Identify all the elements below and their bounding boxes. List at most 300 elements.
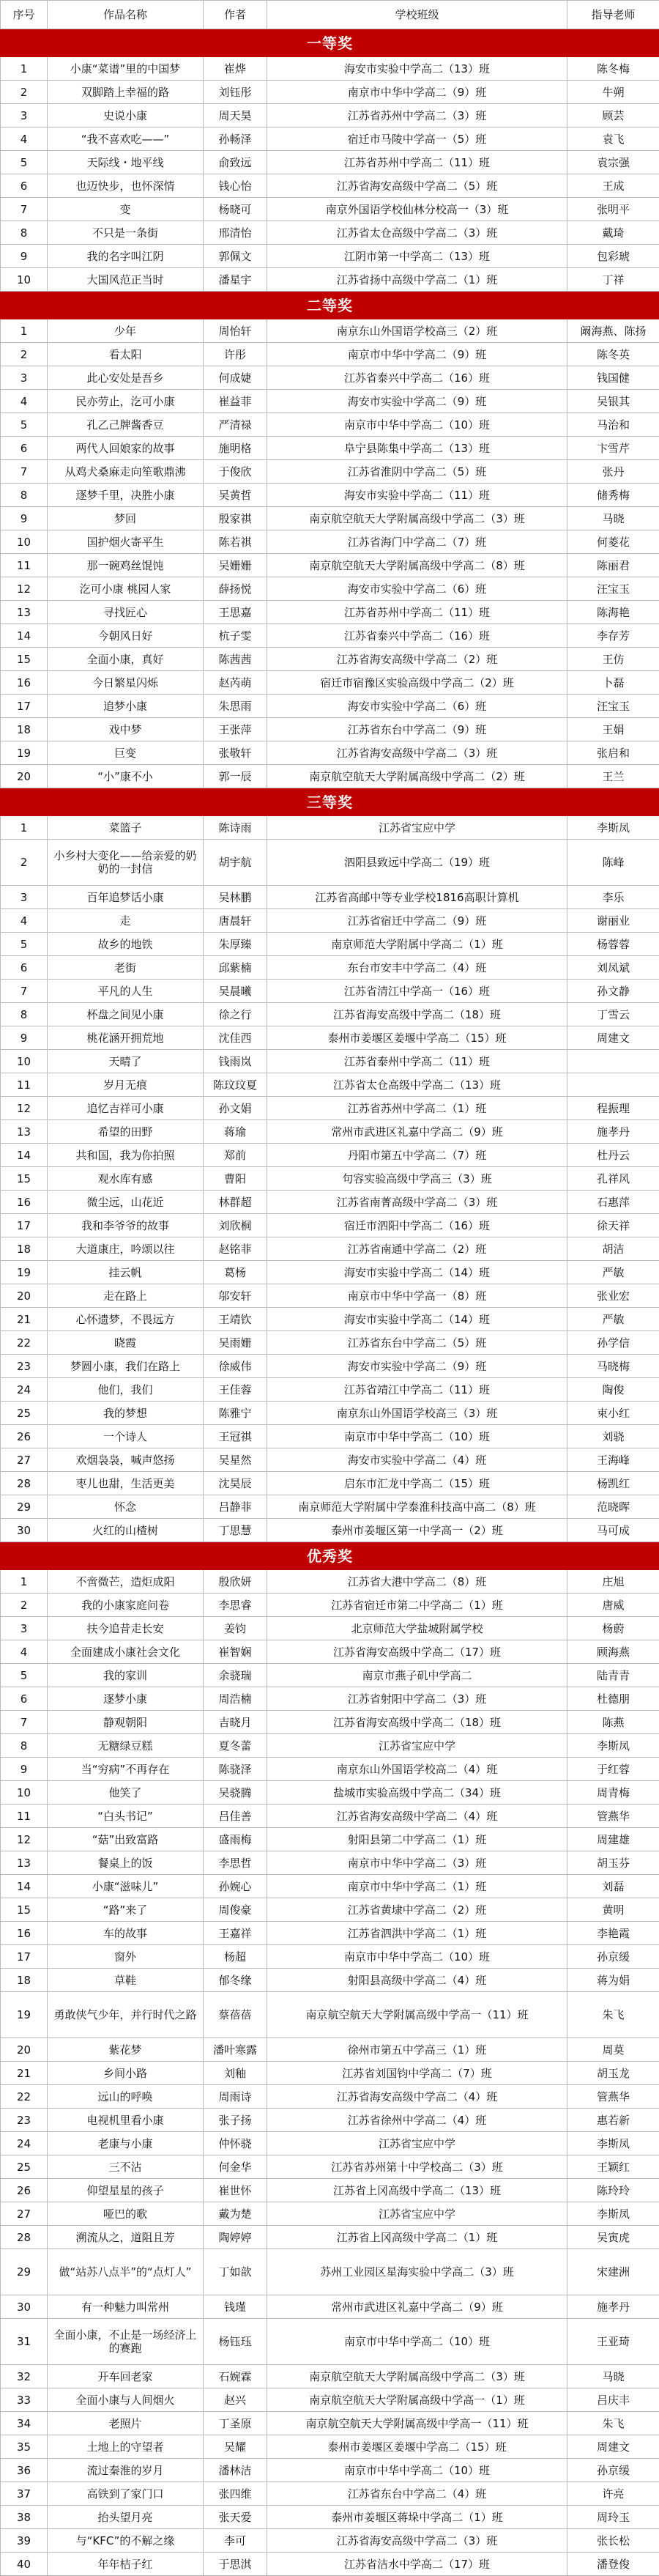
table-row (1, 2202, 659, 2226)
table-row (1, 1448, 659, 1472)
table-row (1, 741, 659, 765)
cell-title: 全面建成小康社会文化 (48, 1640, 204, 1664)
cell-teacher: 牛朔 (567, 81, 659, 104)
cell-title: 大国风范正当时 (48, 268, 204, 292)
cell-school: 泰州市姜堰区姜堰中学高二（15）班 (267, 1026, 567, 1050)
cell-title: 两代人回娘家的故事 (48, 437, 204, 460)
cell-no: 1 (1, 319, 48, 343)
cell-teacher: 杜德朋 (567, 1687, 659, 1711)
cell-teacher: 施孝丹 (567, 1120, 659, 1144)
cell-title: 不只是一条街 (48, 221, 204, 245)
cell-title: 流过秦淮的岁月 (48, 2459, 204, 2482)
cell-school: 江苏省刘国钧中学高二（7）班 (267, 2062, 567, 2085)
cell-teacher: 束小红 (567, 1402, 659, 1425)
table-row (1, 1898, 659, 1922)
cell-teacher: 杨蓉蓉 (567, 933, 659, 956)
cell-school: 阜宁县陈集中学高二（13）班 (267, 437, 567, 460)
cell-school: 江苏省宿迁中学高二（9）班 (267, 909, 567, 933)
cell-author: 胡宇航 (204, 840, 267, 886)
table-row (1, 2412, 659, 2435)
cell-title: 共和国，我为你拍照 (48, 1144, 204, 1167)
cell-author: 陈骁泽 (204, 1758, 267, 1781)
table-row (1, 1402, 659, 1425)
cell-school: 句容实验高级中学高三（3）班 (267, 1167, 567, 1191)
cell-author: 于俊欣 (204, 460, 267, 484)
cell-school: 江苏省靖江中学高二（11）班 (267, 1378, 567, 1402)
cell-school: 南京外国语学校仙林分校高一（3）班 (267, 198, 567, 221)
cell-author: 朱思雨 (204, 695, 267, 718)
cell-author: 王冠祺 (204, 1425, 267, 1448)
cell-author: 郭一辰 (204, 765, 267, 788)
cell-teacher: 周建雄 (567, 1828, 659, 1851)
cell-no: 22 (1, 1331, 48, 1355)
table-row (1, 1472, 659, 1495)
cell-title: 走 (48, 909, 204, 933)
cell-title: 我的梦想 (48, 1402, 204, 1425)
cell-teacher: 丁祥 (567, 268, 659, 292)
cell-school: 海安市实验中学高二（9）班 (267, 390, 567, 413)
table-row (1, 390, 659, 413)
table-row (1, 104, 659, 127)
cell-school: 江苏省海安高级中学高二（18）班 (267, 1003, 567, 1026)
cell-author: 石婉霖 (204, 2365, 267, 2388)
cell-title: 不啻微芒，造炬成阳 (48, 1570, 204, 1594)
cell-author: 吴星然 (204, 1448, 267, 1472)
cell-no: 1 (1, 57, 48, 81)
cell-no: 11 (1, 1073, 48, 1097)
table-row (1, 1191, 659, 1214)
cell-author: 吴骁腾 (204, 1781, 267, 1805)
cell-teacher: 李斯凤 (567, 1734, 659, 1758)
cell-no: 17 (1, 695, 48, 718)
cell-title: 远山的呼唤 (48, 2085, 204, 2109)
cell-school: 海安市实验中学高二（4）班 (267, 1448, 567, 1472)
cell-author: 曹阳 (204, 1167, 267, 1191)
cell-no: 5 (1, 151, 48, 174)
cell-school: 江苏省淮阴中学高二（5）班 (267, 460, 567, 484)
cell-no: 10 (1, 530, 48, 554)
table-row (1, 268, 659, 292)
table-row (1, 1214, 659, 1237)
cell-no: 20 (1, 765, 48, 788)
cell-no: 15 (1, 648, 48, 671)
cell-title: 餐桌上的饭 (48, 1851, 204, 1875)
cell-teacher: 卞雪芹 (567, 437, 659, 460)
cell-no: 9 (1, 1758, 48, 1781)
cell-school: 江苏省海安高级中学高二（4）班 (267, 2085, 567, 2109)
header-title: 作品名称 (48, 1, 204, 29)
cell-school: 南京市中华中学高二（10）班 (267, 413, 567, 437)
table-row (1, 1828, 659, 1851)
cell-author: 崔益菲 (204, 390, 267, 413)
cell-teacher: 刘凤斌 (567, 956, 659, 980)
cell-author: 崔智娴 (204, 1640, 267, 1664)
cell-school: 海安市实验中学高二（14）班 (267, 1308, 567, 1331)
header-author: 作者 (204, 1, 267, 29)
cell-title: 变 (48, 198, 204, 221)
cell-school: 江苏省苏州第十中学校高二（3）班 (267, 2155, 567, 2179)
cell-title: “白头书记” (48, 1805, 204, 1828)
cell-title: 孔乙己牌酱香豆 (48, 413, 204, 437)
cell-school: 江苏省苏州中学高二（1）班 (267, 1097, 567, 1120)
cell-title: 我的小康家庭问卷 (48, 1594, 204, 1617)
cell-teacher: 周建文 (567, 2435, 659, 2459)
cell-school: 江苏省海安高级中学高二（18）班 (267, 1711, 567, 1734)
cell-no: 4 (1, 909, 48, 933)
cell-author: 张子扬 (204, 2109, 267, 2132)
cell-author: 丁如歆 (204, 2249, 267, 2295)
cell-school: 江苏省南菁高级中学高二（3）班 (267, 1191, 567, 1214)
cell-teacher: 周莫 (567, 2038, 659, 2062)
cell-no: 23 (1, 1355, 48, 1378)
cell-title: 全面小康，不止是一场经济上的赛跑 (48, 2319, 204, 2365)
cell-author: 陈诗雨 (204, 816, 267, 840)
cell-school: 江苏省宝应中学 (267, 2202, 567, 2226)
section-row (1, 292, 659, 319)
cell-title: 开车回老家 (48, 2365, 204, 2388)
table-row (1, 1875, 659, 1898)
cell-author: 张四维 (204, 2482, 267, 2506)
cell-teacher: 范晓晖 (567, 1495, 659, 1519)
cell-teacher: 丁雪云 (567, 1003, 659, 1026)
cell-author: 邢清怡 (204, 221, 267, 245)
cell-teacher: 孙学信 (567, 1331, 659, 1355)
cell-author: 沈昊辰 (204, 1472, 267, 1495)
cell-teacher: 李存芳 (567, 624, 659, 648)
cell-author: 王张萍 (204, 718, 267, 741)
cell-no: 27 (1, 2202, 48, 2226)
cell-school: 泰州市姜堰区姜堰中学高二（15）班 (267, 2435, 567, 2459)
cell-no: 13 (1, 1851, 48, 1875)
table-row (1, 1805, 659, 1828)
cell-school: 江苏省宝应中学 (267, 1734, 567, 1758)
table-row (1, 2553, 659, 2576)
cell-teacher: 石惠萍 (567, 1191, 659, 1214)
cell-no: 22 (1, 2085, 48, 2109)
cell-title: 看太阳 (48, 343, 204, 366)
cell-author: 潘星宇 (204, 268, 267, 292)
cell-title: 岁月无痕 (48, 1073, 204, 1097)
cell-title: 此心安处是吾乡 (48, 366, 204, 390)
table-row (1, 2085, 659, 2109)
cell-author: 严清禄 (204, 413, 267, 437)
cell-author: 钱心怡 (204, 174, 267, 198)
cell-teacher: 李斯凤 (567, 2132, 659, 2155)
table-row (1, 671, 659, 695)
table-row (1, 1331, 659, 1355)
cell-school: 苏州工业园区星海实验中学高二（3）班 (267, 2249, 567, 2295)
cell-teacher: 陈冬梅 (567, 57, 659, 81)
cell-author: 陈玟玟夏 (204, 1073, 267, 1097)
cell-school: 南京航空航天大学附属高级中学高二（3）班 (267, 507, 567, 530)
cell-title: 老康与小康 (48, 2132, 204, 2155)
table-row (1, 437, 659, 460)
table-row (1, 624, 659, 648)
section-title: 一等奖 (1, 29, 659, 57)
cell-school: 江苏省太仓高级中学高二（13）班 (267, 1073, 567, 1097)
cell-school: 江苏省东台中学高二（9）班 (267, 718, 567, 741)
table-row (1, 1781, 659, 1805)
cell-school: 海安市实验中学高二（13）班 (267, 57, 567, 81)
cell-teacher: 周玲玉 (567, 2506, 659, 2529)
cell-title: 桃花涵开拥荒地 (48, 1026, 204, 1050)
cell-teacher: 蒋为娟 (567, 1969, 659, 1992)
cell-school: 南京市中华中学高二（9）班 (267, 81, 567, 104)
cell-school: 海安市实验中学高二（6）班 (267, 577, 567, 601)
cell-no: 2 (1, 81, 48, 104)
header-school: 学校班级 (267, 1, 567, 29)
cell-teacher: 严敏 (567, 1308, 659, 1331)
table-row (1, 2435, 659, 2459)
table-row (1, 460, 659, 484)
cell-title: 扶今追昔走长安 (48, 1617, 204, 1640)
cell-title: 追梦小康 (48, 695, 204, 718)
cell-author: 朱厚臻 (204, 933, 267, 956)
cell-no: 3 (1, 104, 48, 127)
cell-school: 江阴市第一中学高二（13）班 (267, 245, 567, 268)
cell-teacher: 刘磊 (567, 1875, 659, 1898)
cell-teacher: 管燕华 (567, 1805, 659, 1828)
cell-title: “我不喜欢吃——” (48, 127, 204, 151)
cell-title: 有一种魅力叫常州 (48, 2295, 204, 2319)
cell-no: 31 (1, 2319, 48, 2365)
section-row (1, 1542, 659, 1570)
cell-author: 俞致远 (204, 151, 267, 174)
cell-author: 赵芮萌 (204, 671, 267, 695)
table-row (1, 1097, 659, 1120)
table-row (1, 1851, 659, 1875)
cell-author: 吉晓月 (204, 1711, 267, 1734)
cell-title: 哑巴的歌 (48, 2202, 204, 2226)
cell-no: 30 (1, 2295, 48, 2319)
cell-teacher (567, 1073, 659, 1097)
cell-no: 36 (1, 2459, 48, 2482)
cell-teacher: 陈峰 (567, 840, 659, 886)
cell-title: 窗外 (48, 1945, 204, 1969)
cell-title: 故乡的地铁 (48, 933, 204, 956)
cell-title: 国护烟火寄平生 (48, 530, 204, 554)
table-row (1, 1378, 659, 1402)
table-row (1, 2132, 659, 2155)
cell-teacher: 李斯凤 (567, 816, 659, 840)
cell-no: 5 (1, 1664, 48, 1687)
cell-teacher: 李乐 (567, 886, 659, 909)
cell-author: 陈若祺 (204, 530, 267, 554)
table-row (1, 1640, 659, 1664)
cell-no: 3 (1, 1617, 48, 1640)
cell-teacher: 吴银其 (567, 390, 659, 413)
cell-title: 梦圆小康，我们在路上 (48, 1355, 204, 1378)
cell-no: 11 (1, 1805, 48, 1828)
cell-no: 13 (1, 1120, 48, 1144)
cell-school: 江苏省泗洪中学高二（1）班 (267, 1922, 567, 1945)
cell-title: 平凡的人生 (48, 980, 204, 1003)
cell-teacher: 杨凯红 (567, 1472, 659, 1495)
cell-author: 许彤 (204, 343, 267, 366)
table-row (1, 956, 659, 980)
cell-no: 4 (1, 390, 48, 413)
cell-no: 5 (1, 413, 48, 437)
cell-school: 南京航空航天大学附属高级中学高二（8）班 (267, 554, 567, 577)
table-row (1, 413, 659, 437)
cell-author: 孙文娟 (204, 1097, 267, 1120)
cell-author: 孙婉心 (204, 1875, 267, 1898)
cell-author: 郭佩文 (204, 245, 267, 268)
cell-school: 南京市中华中学高二（3）班 (267, 1851, 567, 1875)
cell-title: 紫花梦 (48, 2038, 204, 2062)
cell-no: 20 (1, 2038, 48, 2062)
cell-school: 南京市中华中学高二（10）班 (267, 2319, 567, 2365)
cell-title: 天晴了 (48, 1050, 204, 1073)
cell-author: 于思淇 (204, 2553, 267, 2576)
cell-teacher: 张业宏 (567, 1284, 659, 1308)
cell-author: 杭子雯 (204, 624, 267, 648)
cell-author: 丁圣原 (204, 2412, 267, 2435)
table-row (1, 1922, 659, 1945)
cell-school: 江苏省东台中学高二（4）班 (267, 2482, 567, 2506)
cell-no: 9 (1, 1026, 48, 1050)
cell-author: 邱紫楠 (204, 956, 267, 980)
cell-teacher: 胡玉芬 (567, 1851, 659, 1875)
cell-teacher: 谢丽业 (567, 909, 659, 933)
table-row (1, 484, 659, 507)
cell-author: 杨超 (204, 1945, 267, 1969)
cell-school: 江苏省泰兴中学高二（16）班 (267, 366, 567, 390)
cell-teacher: 何菱花 (567, 530, 659, 554)
cell-teacher: 周建文 (567, 1026, 659, 1050)
cell-no: 18 (1, 1969, 48, 1992)
table-row (1, 2226, 659, 2249)
table-row (1, 1308, 659, 1331)
cell-no: 14 (1, 1144, 48, 1167)
cell-teacher: 张丹 (567, 460, 659, 484)
table-row (1, 909, 659, 933)
cell-school: 江苏省海安高级中学高二（5）班 (267, 174, 567, 198)
cell-school: 江苏省大港中学高二（8）班 (267, 1570, 567, 1594)
table-row (1, 695, 659, 718)
cell-no: 6 (1, 437, 48, 460)
cell-no: 27 (1, 1448, 48, 1472)
cell-author: 潘叶寒露 (204, 2038, 267, 2062)
cell-author: 殷家祺 (204, 507, 267, 530)
cell-school: 海安市实验中学高二（6）班 (267, 695, 567, 718)
cell-no: 25 (1, 1402, 48, 1425)
table-row (1, 933, 659, 956)
cell-title: 当“穷病”不再存在 (48, 1758, 204, 1781)
cell-title: 希望的田野 (48, 1120, 204, 1144)
cell-author: 薛扬悦 (204, 577, 267, 601)
cell-title: 追忆吉祥可小康 (48, 1097, 204, 1120)
cell-title: 土地上的守望者 (48, 2435, 204, 2459)
cell-teacher: 严敏 (567, 1261, 659, 1284)
cell-teacher: 钱国健 (567, 366, 659, 390)
cell-teacher: 杜丹云 (567, 1144, 659, 1167)
table-row (1, 366, 659, 390)
cell-title: 百年追梦话小康 (48, 886, 204, 909)
table-row (1, 980, 659, 1003)
cell-teacher: 刘骁 (567, 1425, 659, 1448)
cell-no: 34 (1, 2412, 48, 2435)
cell-author: 周俊豪 (204, 1898, 267, 1922)
cell-author: 吴雨姗 (204, 1331, 267, 1355)
table-row (1, 221, 659, 245)
cell-title: 全面小康，真好 (48, 648, 204, 671)
table-row (1, 1144, 659, 1167)
cell-author: 崔烨 (204, 57, 267, 81)
cell-no: 21 (1, 2062, 48, 2085)
table-row (1, 554, 659, 577)
table-body (1, 29, 659, 2576)
cell-teacher: 李艳霞 (567, 1922, 659, 1945)
cell-title: 逐梦小康 (48, 1687, 204, 1711)
cell-no: 10 (1, 1781, 48, 1805)
table-row (1, 530, 659, 554)
cell-author: 姜钧 (204, 1617, 267, 1640)
cell-title: 心怀遗梦，不畏远方 (48, 1308, 204, 1331)
table-row (1, 765, 659, 788)
cell-title: 无糖绿豆糕 (48, 1734, 204, 1758)
table-row (1, 1495, 659, 1519)
cell-teacher: 储秀梅 (567, 484, 659, 507)
cell-title: 我的名字叫江阴 (48, 245, 204, 268)
cell-title: 与“KFC”的不解之缘 (48, 2529, 204, 2553)
cell-school: 南京师范大学附属中学泰淮科技高中高二（8）班 (267, 1495, 567, 1519)
cell-teacher: 吕庆丰 (567, 2388, 659, 2412)
table-row (1, 2155, 659, 2179)
cell-no: 30 (1, 1519, 48, 1542)
cell-no: 7 (1, 980, 48, 1003)
cell-teacher: 潘登俊 (567, 2553, 659, 2576)
table-row (1, 1687, 659, 1711)
cell-title: 民亦劳止，汔可小康 (48, 390, 204, 413)
cell-title: 我和李爷爷的故事 (48, 1214, 204, 1237)
cell-author: 王嘉祥 (204, 1922, 267, 1945)
cell-author: 潘林洁 (204, 2459, 267, 2482)
table-row (1, 1237, 659, 1261)
cell-school: 海安市实验中学高二（11）班 (267, 484, 567, 507)
cell-teacher: 包彩琥 (567, 245, 659, 268)
cell-no: 15 (1, 1898, 48, 1922)
table-row (1, 1734, 659, 1758)
cell-school: 东台市安丰中学高二（4）班 (267, 956, 567, 980)
header-teacher: 指导老师 (567, 1, 659, 29)
cell-school: 江苏省宝应中学 (267, 2132, 567, 2155)
cell-author: 赵铭菲 (204, 1237, 267, 1261)
cell-title: 少年 (48, 319, 204, 343)
header-row (1, 1, 659, 29)
cell-teacher: 张长松 (567, 2529, 659, 2553)
cell-title: 巨变 (48, 741, 204, 765)
table-row (1, 1050, 659, 1073)
cell-title: 小乡村大变化——给亲爱的奶奶的一封信 (48, 840, 204, 886)
table-row (1, 81, 659, 104)
cell-school: 江苏省泰兴中学高二（16）班 (267, 624, 567, 648)
cell-author: 陈雅宁 (204, 1402, 267, 1425)
table-row (1, 1570, 659, 1594)
cell-school: 丹阳市第五中学高二（7）班 (267, 1144, 567, 1167)
cell-teacher: 胡洁 (567, 1237, 659, 1261)
cell-teacher: 陈冬英 (567, 343, 659, 366)
cell-author: 钱雨岚 (204, 1050, 267, 1073)
cell-title: 大道康庄，吟颂以往 (48, 1237, 204, 1261)
cell-author: 沈佳西 (204, 1026, 267, 1050)
cell-title: “路”来了 (48, 1898, 204, 1922)
cell-no: 7 (1, 1711, 48, 1734)
cell-no: 17 (1, 1945, 48, 1969)
cell-author: 周怡轩 (204, 319, 267, 343)
cell-title: 汔可小康 桃园人家 (48, 577, 204, 601)
table-row (1, 2459, 659, 2482)
